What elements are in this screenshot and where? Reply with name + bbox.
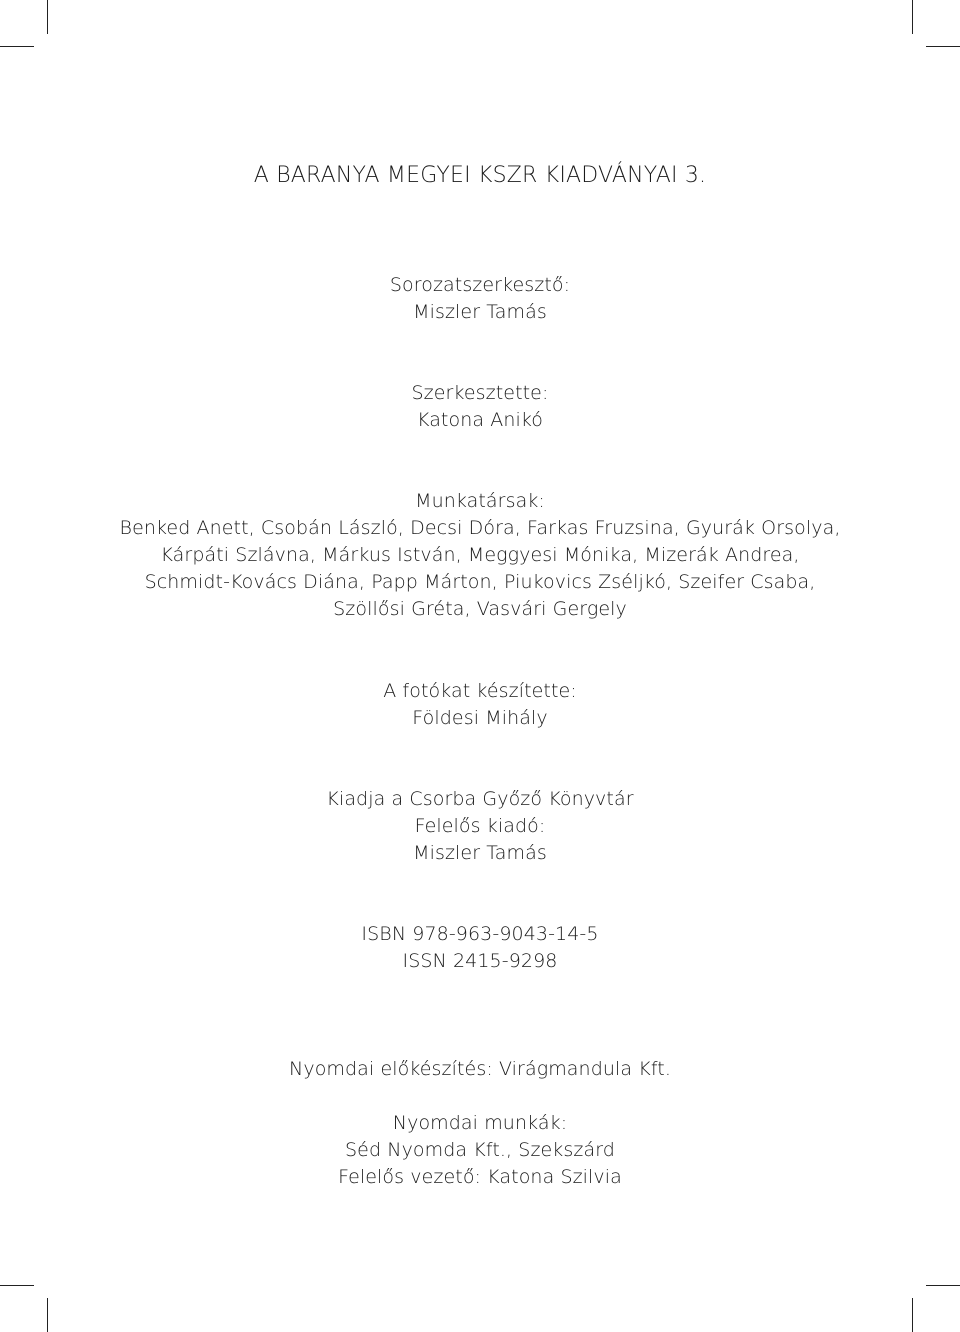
photographer-label: A fotókat készítette: xyxy=(383,680,577,702)
crop-mark-top-left-vertical xyxy=(47,0,48,34)
editor-name: Katona Anikó xyxy=(416,409,544,431)
series-editor-name: Miszler Tamás xyxy=(413,301,547,323)
responsible-publisher-name: Miszler Tamás xyxy=(413,842,547,864)
crop-mark-top-right-horizontal xyxy=(926,46,960,47)
printing-label: Nyomdai munkák: xyxy=(392,1112,568,1134)
prepress-credit: Nyomdai előkészítés: Virágmandula Kft. xyxy=(289,1058,671,1080)
crop-mark-bottom-left-vertical xyxy=(47,1298,48,1332)
contributors-line: Benked Anett, Csobán László, Decsi Dóra, Farkas Fruzsina, Gyurák Orsolya, xyxy=(119,517,841,539)
printing-manager: Felelős vezető: Katona Szilvia xyxy=(338,1166,622,1188)
printer-name: Séd Nyomda Kft., Szekszárd xyxy=(345,1139,615,1161)
responsible-publisher-label: Felelős kiadó: xyxy=(414,815,546,837)
crop-mark-top-right-vertical xyxy=(912,0,913,34)
contributors-line: Kárpáti Szlávna, Márkus István, Meggyesi Mónika, Mizerák Andrea, xyxy=(160,544,800,566)
crop-mark-bottom-right-horizontal xyxy=(926,1285,960,1286)
contributors-line: Szöllősi Gréta, Vasvári Gergely xyxy=(333,598,627,620)
contributors-line: Schmidt-Kovács Diána, Papp Márton, Piukovics Zséljkó, Szeifer Csaba, xyxy=(144,571,816,593)
photographer-name: Földesi Mihály xyxy=(412,707,548,729)
editor-label: Szerkesztette: xyxy=(411,382,549,404)
crop-mark-bottom-left-horizontal xyxy=(0,1285,34,1286)
issn: ISSN 2415-9298 xyxy=(402,950,558,972)
publisher-line: Kiadja a Csorba Győző Könyvtár xyxy=(326,788,634,810)
crop-mark-bottom-right-vertical xyxy=(912,1298,913,1332)
series-title: A BARANYA MEGYEI KSZR KIADVÁNYAI 3. xyxy=(253,163,707,188)
contributors-label: Munkatársak: xyxy=(415,490,545,512)
isbn: ISBN 978-963-9043-14-5 xyxy=(361,923,599,945)
crop-mark-top-left-horizontal xyxy=(0,46,34,47)
series-editor-label: Sorozatszerkesztő: xyxy=(389,274,571,296)
